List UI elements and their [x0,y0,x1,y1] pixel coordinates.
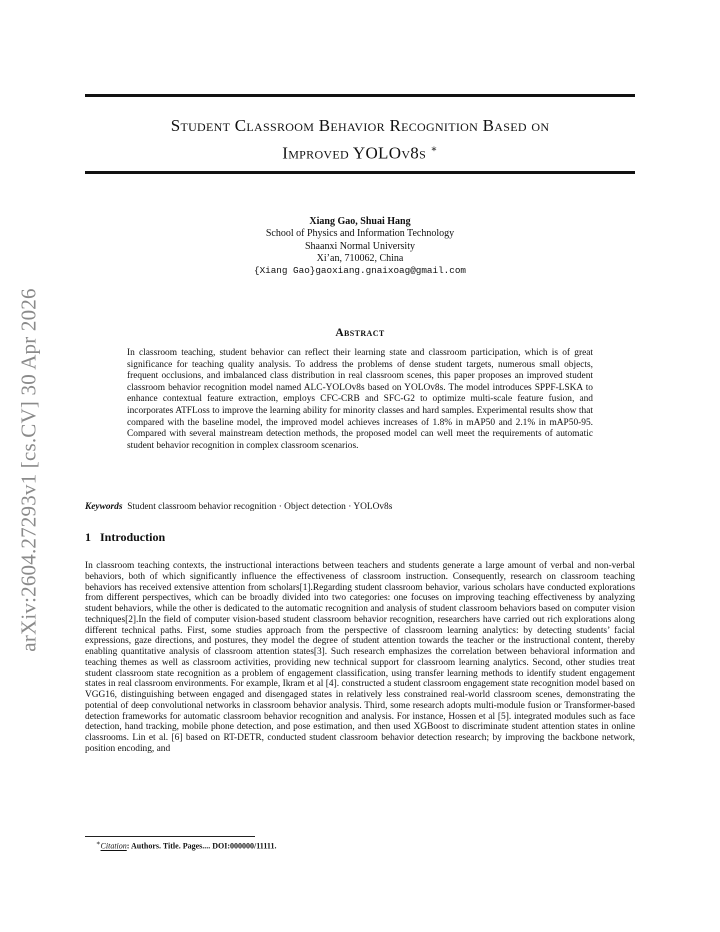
paper-title [85,114,635,166]
footnote-rule [85,836,255,837]
title-rule-top [85,94,635,97]
keywords-text: Student classroom behavior recognition · Object detection · YOLOv8s [127,502,393,512]
section-title: Introduction [100,530,166,544]
author-address: Xi’an, 710062, China [316,252,404,264]
title-line-1: Student Classroom Behavior Recognition Based on [170,116,550,135]
section-heading [85,530,165,545]
keywords-line [85,502,635,512]
author-names: Xiang Gao, Shuai Hang [309,216,411,227]
section-number: 1 [85,530,91,544]
footnote-text: : Authors. Title. Pages.... DOI:000000/11111. [126,841,277,851]
title-rule-bottom [85,171,635,174]
author-block [85,216,635,277]
abstract-text: In classroom teaching, student behavior can reflect their learning state and classroom participation, which is of great significance for teaching quality analysis. To address the problems of dense student targets, numerous small objects, frequent occlusions, and imbalanced class distribution in real classroom scenes, this paper proposes an improved student classroom behavior recognition model named ALC-YOLOv8s based on YOLOv8s. The model introduces SPPF-LSKA to enhance contextual feature extraction, employs CFC-CRB and SFC-G2 to optimize multi-scale feature fusion, and incorporates ATFLoss to improve the learning ability for minority classes and hard samples. Experimental results show that compared with the baseline model, the improved model achieves increases of 1.8% in mAP50 and 2.1% in mAP50-95. Compared with several mainstream detection methods, the proposed model can well meet the requirements of automatic student behavior recognition in complex classroom scenarios. [127,348,593,451]
footnote [96,839,276,851]
footnote-marker: ∗ [96,840,101,847]
title-line-2-text: Improved YOLOv8s [282,143,427,163]
author-affiliation: School of Physics and Information Technology [265,228,455,240]
footnote-label: Citation [100,841,127,851]
arxiv-identifier: arXiv:2604.27293v1 [cs.CV] 30 Apr 2026 [16,288,41,652]
arxiv-sidebar [6,260,52,680]
introduction-text: In classroom teaching contexts, the instructional interactions between teachers and students generate a large amount of verbal and non-verbal behaviors, both of which significantly influence the effectiveness of classroom instruction. Consequently, research on classroom teaching behaviors has received extensive attention from scholars[1].Regarding student classroom behavior, various scholars have conducted explorations from different perspectives, which can be broadly divided into two categories: one focuses on improving teaching effectiveness by analyzing student behaviors, while the other is dedicated to the automatic recognition and analysis of student classroom behaviors based on computer vision techniques[2].In the field of computer vision-based student classroom behavior recognition, researchers have carried out rich explorations along different technical paths. First, some studies approach from the perspective of classroom learning analytics: by detecting students’ facial expressions, gaze directions, and postures, they model the degree of student attention towards the teacher or the instructional content, thereby enabling quantitative analysis of classroom attention states[3]. Such research emphasizes the correlation between behavioral information and teaching themes as well as classroom activities, providing new technical support for classroom learning analytics. Second, other studies treat student classroom state recognition as a problem of engagement classification, using transfer learning methods to identify student engagement states in real classroom environments. For example, Ikram et al [4]. constructed a student classroom engagement state recognition model based on VGG16, distinguishing between engaged and disengaged states in relatively less constrained real-world classroom scenes, demonstrating the potential of deep convolutional networks in classroom behavior analysis. Third, some research adopts multi-module fusion or Transformer-based detection frameworks for automatic classroom behavior recognition and analysis. For instance, Hossen et al [5]. integrated modules such as face detection, hand tracking, mobile phone detection, and pose estimation, and then used XGBoost to discriminate student attention states in online classrooms. Lin et al. [6] based on RT-DETR, conducted student classroom behavior detection research; by improving the backbone network, position encoding, and [85,561,635,754]
author-email: {Xiang Gao}gaoxiang.gnaixoag@gmail.com [253,265,466,277]
keywords-label: Keywords [85,502,123,512]
title-footnote-marker: ∗ [430,144,438,155]
title-line-2 [85,138,635,166]
abstract-heading: Abstract [335,327,385,339]
author-university: Shaanxi Normal University [305,240,415,252]
